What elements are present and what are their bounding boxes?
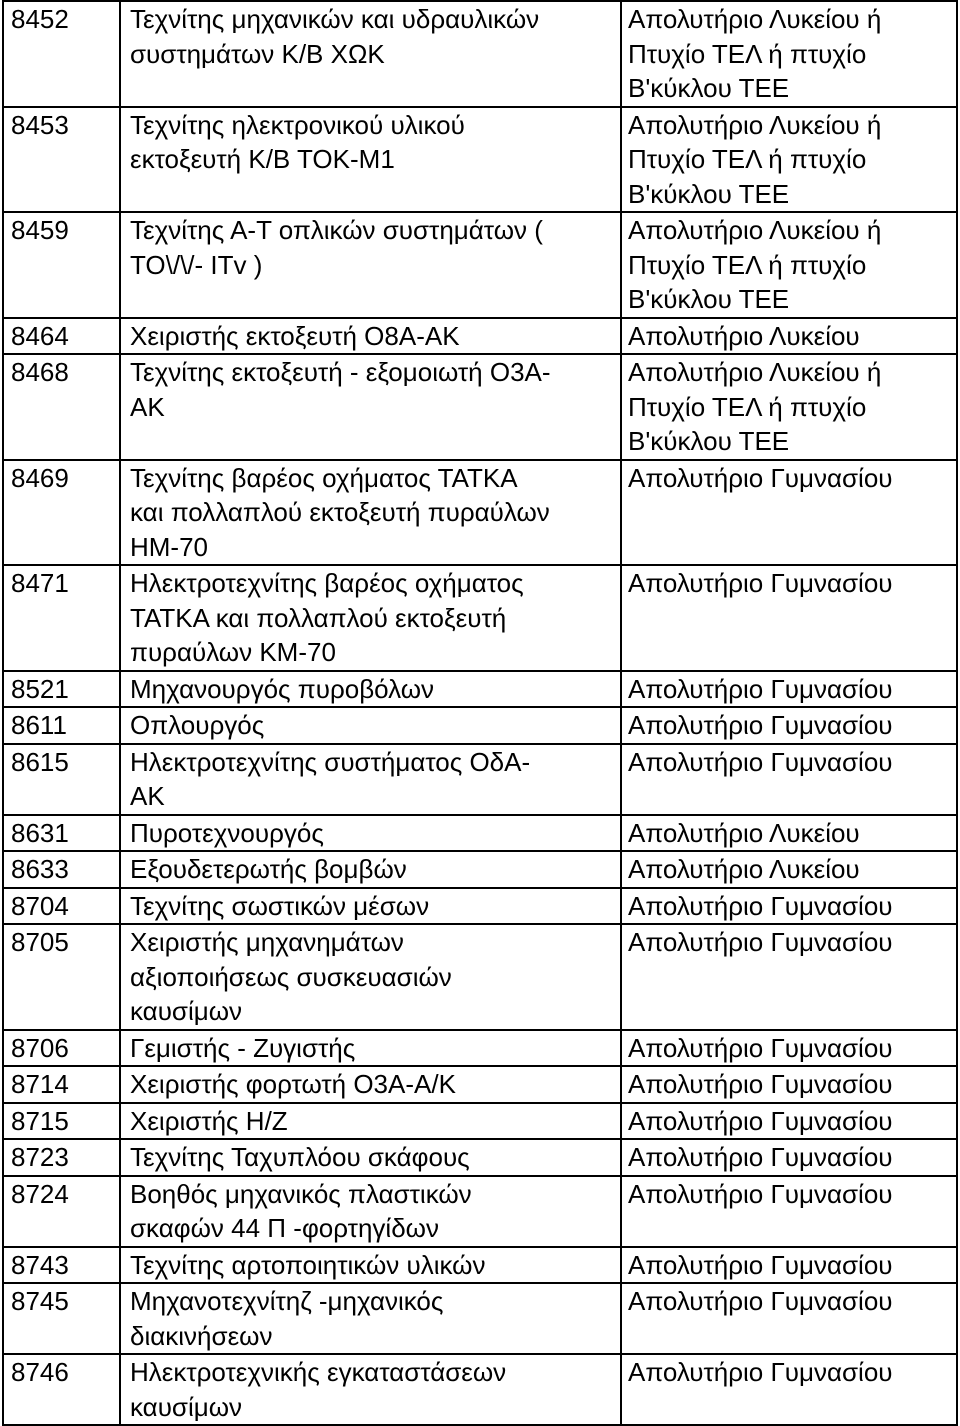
specialty-title: Γεμιστής - Ζυγιστής bbox=[120, 1030, 621, 1067]
specialty-title: Εξουδετερωτής βομβών bbox=[120, 851, 621, 888]
specialty-code: 8723 bbox=[3, 1139, 120, 1176]
table-row bbox=[3, 851, 957, 888]
specialty-code: 8464 bbox=[3, 318, 120, 355]
education-requirement: Απολυτήριο Γυμνασίου bbox=[621, 460, 957, 566]
table-row bbox=[3, 107, 957, 213]
specialty-code: 8714 bbox=[3, 1066, 120, 1103]
specialty-code: 8459 bbox=[3, 212, 120, 318]
specialty-code: 8745 bbox=[3, 1283, 120, 1354]
specialty-title: Χειριστής εκτοξευτή Ο8Α-ΑΚ bbox=[120, 318, 621, 355]
specialty-code: 8468 bbox=[3, 354, 120, 460]
table-row bbox=[3, 1103, 957, 1140]
specialty-code: 8453 bbox=[3, 107, 120, 213]
specialty-code: 8611 bbox=[3, 707, 120, 744]
specialty-title: Τεχνίτης Α-Τ οπλικών συστημάτων ( ΤΟ\/\/- ITv ) bbox=[120, 212, 621, 318]
specialty-code: 8452 bbox=[3, 1, 120, 107]
education-requirement: Απολυτήριο Γυμνασίου bbox=[621, 888, 957, 925]
education-requirement: Απολυτήριο Λυκείου bbox=[621, 318, 957, 355]
table-row bbox=[3, 671, 957, 708]
table-row bbox=[3, 565, 957, 671]
specialty-title: Τεχνίτης Ταχυπλόου σκάφους bbox=[120, 1139, 621, 1176]
specialty-title: Τεχνίτης μηχανικών και υδραυλικών συστημάτων Κ/Β ΧΩΚ bbox=[120, 1, 621, 107]
table-row bbox=[3, 212, 957, 318]
specialty-code: 8724 bbox=[3, 1176, 120, 1247]
specialty-title: Οπλουργός bbox=[120, 707, 621, 744]
specialty-title: Τεχνίτης σωστικών μέσων bbox=[120, 888, 621, 925]
specialty-title: Τεχνίτης αρτοποιητικών υλικών bbox=[120, 1247, 621, 1284]
education-requirement: Απολυτήριο Λυκείου ή Πτυχίο ΤΕΛ ή πτυχίο Β'κύκλου ΤΕΕ bbox=[621, 354, 957, 460]
education-requirement: Απολυτήριο Γυμνασίου bbox=[621, 707, 957, 744]
education-requirement: Απολυτήριο Λυκείου ή Πτυχίο ΤΕΛ ή πτυχίο Β'κύκλου ΤΕΕ bbox=[621, 107, 957, 213]
specialty-code: 8471 bbox=[3, 565, 120, 671]
table-row bbox=[3, 888, 957, 925]
education-requirement: Απολυτήριο Γυμνασίου bbox=[621, 671, 957, 708]
education-requirement: Απολυτήριο Λυκείου ή Πτυχίο ΤΕΛ ή πτυχίο Β'κύκλου ΤΕΕ bbox=[621, 212, 957, 318]
specialty-code: 8743 bbox=[3, 1247, 120, 1284]
specialty-code: 8715 bbox=[3, 1103, 120, 1140]
education-requirement: Απολυτήριο Γυμνασίου bbox=[621, 565, 957, 671]
specialty-title: Χειριστής φορτωτή Ο3Α-Α/Κ bbox=[120, 1066, 621, 1103]
table-row bbox=[3, 1066, 957, 1103]
table-row bbox=[3, 1030, 957, 1067]
education-requirement: Απολυτήριο Γυμνασίου bbox=[621, 1247, 957, 1284]
specialty-title: Ηλεκτροτεχνικής εγκαταστάσεων καυσίμων bbox=[120, 1354, 621, 1425]
specialty-title: Ηλεκτροτεχνίτης συστήματος ΟδΑ- ΑΚ bbox=[120, 744, 621, 815]
table-row bbox=[3, 1283, 957, 1354]
education-requirement: Απολυτήριο Γυμνασίου bbox=[621, 1139, 957, 1176]
table-row bbox=[3, 1176, 957, 1247]
specialty-title: Μηχανοτεχνίτηζ -μηχανικός διακινήσεων bbox=[120, 1283, 621, 1354]
specialties-table bbox=[2, 0, 958, 1426]
specialties-table-body bbox=[3, 1, 957, 1425]
specialty-code: 8706 bbox=[3, 1030, 120, 1067]
education-requirement: Απολυτήριο Γυμνασίου bbox=[621, 744, 957, 815]
specialty-code: 8631 bbox=[3, 815, 120, 852]
table-row bbox=[3, 1354, 957, 1425]
specialty-title: Τεχνίτης βαρέος οχήματος ΤΑΤΚΑ και πολλαπλού εκτοξευτή πυραύλων ΗΜ-70 bbox=[120, 460, 621, 566]
specialty-code: 8704 bbox=[3, 888, 120, 925]
specialty-code: 8705 bbox=[3, 924, 120, 1030]
specialty-code: 8746 bbox=[3, 1354, 120, 1425]
education-requirement: Απολυτήριο Γυμνασίου bbox=[621, 1283, 957, 1354]
education-requirement: Απολυτήριο Γυμνασίου bbox=[621, 1030, 957, 1067]
education-requirement: Απολυτήριο Γυμνασίου bbox=[621, 1066, 957, 1103]
table-row bbox=[3, 354, 957, 460]
table-row bbox=[3, 707, 957, 744]
specialty-title: Πυροτεχνουργός bbox=[120, 815, 621, 852]
education-requirement: Απολυτήριο Λυκείου ή Πτυχίο ΤΕΛ ή πτυχίο Β'κύκλου ΤΕΕ bbox=[621, 1, 957, 107]
table-row bbox=[3, 1, 957, 107]
specialty-title: Ηλεκτροτεχνίτης βαρέος οχήματος ΤΑΤΚΑ και πολλαπλού εκτοξευτή πυραύλων ΚΜ-70 bbox=[120, 565, 621, 671]
specialty-title: Μηχανουργός πυροβόλων bbox=[120, 671, 621, 708]
specialty-title: Τεχνίτης ηλεκτρονικού υλικού εκτοξευτή Κ/Β ΤΟΚ-Μ1 bbox=[120, 107, 621, 213]
education-requirement: Απολυτήριο Γυμνασίου bbox=[621, 1176, 957, 1247]
education-requirement: Απολυτήριο Λυκείου bbox=[621, 815, 957, 852]
table-row bbox=[3, 815, 957, 852]
specialty-title: Χειριστής Η/Ζ bbox=[120, 1103, 621, 1140]
specialty-code: 8633 bbox=[3, 851, 120, 888]
table-row bbox=[3, 460, 957, 566]
table-row bbox=[3, 318, 957, 355]
education-requirement: Απολυτήριο Γυμνασίου bbox=[621, 1354, 957, 1425]
education-requirement: Απολυτήριο Λυκείου bbox=[621, 851, 957, 888]
table-row bbox=[3, 1139, 957, 1176]
specialty-code: 8615 bbox=[3, 744, 120, 815]
table-row bbox=[3, 744, 957, 815]
education-requirement: Απολυτήριο Γυμνασίου bbox=[621, 924, 957, 1030]
table-row bbox=[3, 1247, 957, 1284]
education-requirement: Απολυτήριο Γυμνασίου bbox=[621, 1103, 957, 1140]
specialty-title: Τεχνίτης εκτοξευτή - εξομοιωτή Ο3Α- ΑΚ bbox=[120, 354, 621, 460]
specialty-title: Βοηθός μηχανικός πλαστικών σκαφών 44 Π -φορτηγίδων bbox=[120, 1176, 621, 1247]
specialty-title: Χειριστής μηχανημάτων αξιοποιήσεως συσκευασιών καυσίμων bbox=[120, 924, 621, 1030]
table-row bbox=[3, 924, 957, 1030]
specialty-code: 8469 bbox=[3, 460, 120, 566]
specialty-code: 8521 bbox=[3, 671, 120, 708]
